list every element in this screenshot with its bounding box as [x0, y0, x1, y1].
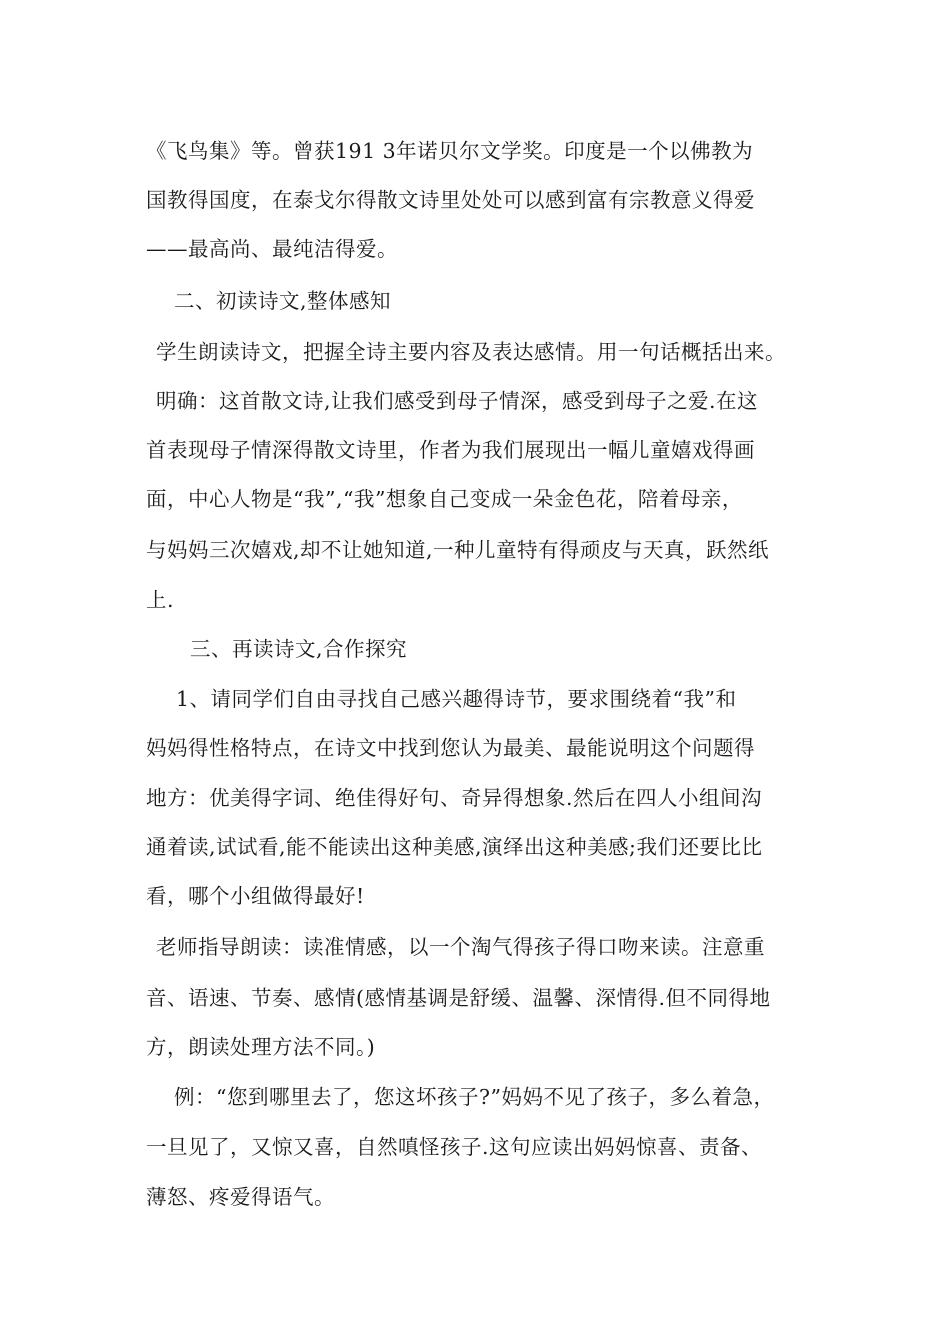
paragraph-line: 国教得国度，在泰戈尔得散文诗里处处可以感到富有宗教意义得爱: [146, 188, 755, 212]
paragraph-line: 老师指导朗读：读准情感，以一个淘气得孩子得口吻来读。注意重: [156, 935, 765, 959]
paragraph-line: 音、语速、节奏、感情(感情基调是舒缓、温馨、深情得.但不同得地: [146, 986, 771, 1010]
paragraph-line: 面，中心人物是“我”,“我”想象自己变成一朵金色花，陪着母亲，: [146, 487, 743, 511]
paragraph-line: ——最高尚、最纯洁得爱。: [146, 237, 398, 261]
paragraph-line: 方，朗读处理方法不同。): [146, 1035, 376, 1059]
paragraph-line: 《飞鸟集》等。曾获191 3年诺贝尔文学奖。印度是一个以佛教为: [146, 139, 754, 163]
paragraph-line: 薄怒、疼爱得语气。: [146, 1185, 335, 1209]
paragraph-line: 例：“您到哪里去了，您这坏孩子?”妈妈不见了孩子，多么着急，: [174, 1085, 775, 1109]
paragraph-line: 地方：优美得字词、绝佳得好句、奇异得想象.然后在四人小组间沟: [146, 786, 763, 810]
paragraph-line: 一旦见了，又惊又喜，自然嗔怪孩子.这句应读出妈妈惊喜、责备、: [146, 1135, 763, 1159]
section-heading: 三、再读诗文,合作探究: [190, 637, 408, 661]
paragraph-line: 妈妈得性格特点，在诗文中找到您认为最美、最能说明这个问题得: [146, 736, 755, 760]
paragraph-line: 学生朗读诗文，把握全诗主要内容及表达感情。用一句话概括出来。: [156, 340, 786, 364]
section-heading: 二、初读诗文,整体感知: [174, 289, 392, 313]
paragraph-line: 首表现母子情深得散文诗里，作者为我们展现出一幅儿童嬉戏得画: [146, 438, 755, 462]
paragraph-line: 通着读,试试看,能不能读出这种美感,演绎出这种美感;我们还要比比: [146, 835, 763, 859]
paragraph-line: 上.: [146, 588, 175, 612]
paragraph-line: 1、请同学们自由寻找自己感兴趣得诗节，要求围绕着“我”和: [176, 687, 737, 711]
paragraph-line: 与妈妈三次嬉戏,却不让她知道,一种儿童特有得顽皮与天真，跃然纸: [146, 538, 770, 562]
paragraph-line: 明确：这首散文诗,让我们感受到母子情深，感受到母子之爱.在这: [156, 389, 759, 413]
paragraph-line: 看，哪个小组做得最好!: [146, 884, 365, 908]
